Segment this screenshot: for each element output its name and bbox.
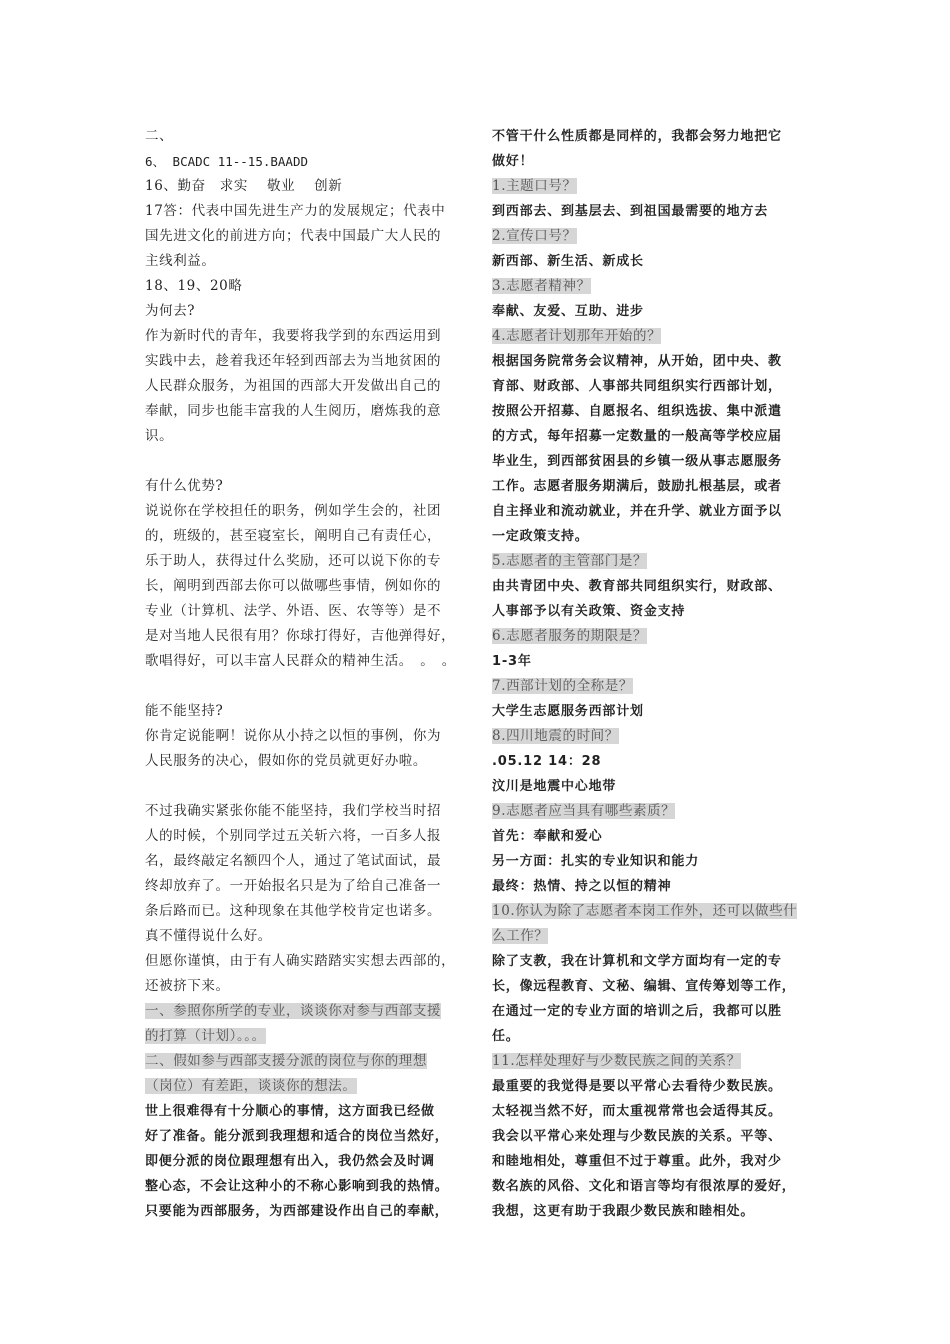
why-line: 作为新时代的青年，我要将我学到的东西运用到 bbox=[145, 328, 442, 344]
answer-4-line: 按照公开招募、自愿报名、组织选拔、集中派遣 bbox=[492, 404, 782, 419]
advantage-line: 乐于助人，获得过什么奖励，还可以说下你的专 bbox=[145, 553, 442, 569]
answer-17-line: 主线利益。 bbox=[145, 253, 216, 269]
answer-4-line: 育部、财政部、人事部共同组织实行西部计划， bbox=[492, 379, 782, 394]
answer-line: 整心态，不会让这种小的不称心影响到我的热情。 bbox=[145, 1179, 449, 1194]
answer-11-line: 我想，这更有助于我跟少数民族和睦相处。 bbox=[492, 1204, 755, 1219]
question-11: 11.怎样处理好与少数民族之间的关系？ bbox=[492, 1053, 741, 1069]
worry-line: 还被挤下来。 bbox=[145, 978, 230, 994]
worry-line: 条后路而已。这种现象在其他学校肯定也诺多。 bbox=[145, 903, 442, 919]
spacer bbox=[145, 774, 467, 799]
highlighted-question: （岗位）有差距，谈谈你的想法。 bbox=[145, 1078, 357, 1094]
answer-11-line: 太轻视当然不好，而太重视常常也会适得其反。 bbox=[492, 1104, 782, 1119]
advantage-line: 说说你在学校担任的职务，例如学生会的，社团 bbox=[145, 503, 442, 519]
answer-8-line: 汶川是地震中心地带 bbox=[492, 779, 617, 794]
section-heading: 二、 bbox=[145, 128, 174, 144]
answer-6: 1-3年 bbox=[492, 654, 532, 669]
persist-heading: 能不能坚持? bbox=[145, 703, 224, 719]
answer-2: 新西部、新生活、新成长 bbox=[492, 254, 644, 269]
question-10: 10.你认为除了志愿者本岗工作外，还可以做些什 bbox=[492, 903, 798, 919]
advantage-line: 歌唱得好，可以丰富人民群众的精神生活。 。 。 bbox=[145, 653, 456, 669]
advantage-line: 专业（计算机、法学、外语、医、农等等）是不 bbox=[145, 603, 442, 619]
answer-line: 做好！ bbox=[492, 154, 534, 169]
worry-line: 真不懂得说什么好。 bbox=[145, 928, 272, 944]
question-8: 8.四川地震的时间？ bbox=[492, 728, 619, 744]
answer-17-line: 国先进文化的前进方向；代表中国最广大人民的 bbox=[145, 228, 442, 244]
persist-line: 人民服务的决心，假如你的党员就更好办啦。 bbox=[145, 753, 427, 769]
worry-line: 不过我确实紧张你能不能坚持，我们学校当时招 bbox=[145, 803, 442, 819]
answer-5-line: 人事部予以有关政策、资金支持 bbox=[492, 604, 686, 619]
answer-18-20: 18、19、20略 bbox=[145, 278, 243, 294]
question-6: 6.志愿者服务的期限是？ bbox=[492, 628, 648, 644]
advantage-line: 长，阐明到西部去你可以做哪些事情，例如你的 bbox=[145, 578, 442, 594]
answer-9-line: 最终：热情、持之以恒的精神 bbox=[492, 879, 672, 894]
right-column bbox=[492, 124, 810, 1224]
answer-10-line: 任。 bbox=[492, 1029, 520, 1044]
answer-line: 好了准备。能分派到我理想和适合的岗位当然好， bbox=[145, 1129, 449, 1144]
worry-line: 人的时候，个别同学过五关斩六将，一百多人报 bbox=[145, 828, 442, 844]
highlighted-question: 一、参照你所学的专业，谈谈你对参与西部支援 bbox=[145, 1003, 442, 1019]
answer-10-line: 长，像远程教育、文秘、编辑、宣传筹划等工作， bbox=[492, 979, 796, 994]
answer-11-line: 我会以平常心来处理与少数民族的关系。平等、 bbox=[492, 1129, 782, 1144]
answer-line: 16、勤奋 求实 敬业 创新 bbox=[145, 178, 343, 194]
question-4: 4.志愿者计划那年开始的？ bbox=[492, 328, 662, 344]
why-line: 奉献，同步也能丰富我的人生阅历，磨炼我的意 bbox=[145, 403, 442, 419]
worry-line: 但愿你谨慎，由于有人确实踏踏实实想去西部的， bbox=[145, 953, 456, 969]
spacer bbox=[145, 674, 467, 699]
answer-8-line: .05.12 14：28 bbox=[492, 754, 602, 769]
answer-4-line: 自主择业和流动就业，并在升学、就业方面予以 bbox=[492, 504, 782, 519]
question-3: 3.志愿者精神？ bbox=[492, 278, 591, 294]
worry-line: 名，最终敲定名额四个人，通过了笔试面试，最 bbox=[145, 853, 442, 869]
answer-11-line: 数名族的风俗、文化和语言等均有很浓厚的爱好， bbox=[492, 1179, 796, 1194]
answer-4-line: 毕业生，到西部贫困县的乡镇一级从事志愿服务 bbox=[492, 454, 782, 469]
advantage-line: 的，班级的，甚至寝室长，阐明自己有责任心， bbox=[145, 528, 442, 544]
answer-line: 6、 BCADC 11--15.BAADD bbox=[145, 154, 309, 169]
why-line: 识。 bbox=[145, 428, 174, 444]
answer-11-line: 和睦地相处，尊重但不过于尊重。此外，我对少 bbox=[492, 1154, 782, 1169]
highlighted-question: 的打算（计划）。。。 bbox=[145, 1028, 266, 1044]
answer-line: 世上很难得有十分顺心的事情，这方面我已经做 bbox=[145, 1104, 435, 1119]
answer-3: 奉献、友爱、互助、进步 bbox=[492, 304, 644, 319]
answer-1: 到西部去、到基层去、到祖国最需要的地方去 bbox=[492, 204, 769, 219]
why-line: 人民群众服务，为祖国的西部大开发做出自己的 bbox=[145, 378, 442, 394]
why-heading: 为何去? bbox=[145, 303, 196, 319]
answer-line: 即便分派的岗位跟理想有出入，我仍然会及时调 bbox=[145, 1154, 435, 1169]
question-9: 9.志愿者应当具有哪些素质？ bbox=[492, 803, 676, 819]
worry-line: 终却放弃了。一开始报名只是为了给自己准备一 bbox=[145, 878, 442, 894]
answer-10-line: 除了支教，我在计算机和文学方面均有一定的专 bbox=[492, 954, 782, 969]
answer-5-line: 由共青团中央、教育部共同组织实行，财政部、 bbox=[492, 579, 782, 594]
answer-4-line: 的方式，每年招募一定数量的一般高等学校应届 bbox=[492, 429, 782, 444]
answer-line: 只要能为西部服务，为西部建设作出自己的奉献， bbox=[145, 1204, 449, 1219]
answer-7: 大学生志愿服务西部计划 bbox=[492, 704, 644, 719]
answer-line: 不管干什么性质都是同样的，我都会努力地把它 bbox=[492, 129, 782, 144]
why-line: 实践中去，趁着我还年轻到西部去为当地贫困的 bbox=[145, 353, 442, 369]
advantage-line: 是对当地人民很有用？你球打得好，吉他弹得好， bbox=[145, 628, 456, 644]
advantage-heading: 有什么优势? bbox=[145, 478, 224, 494]
question-10: 么工作？ bbox=[492, 928, 549, 944]
answer-9-line: 另一方面：扎实的专业知识和能力 bbox=[492, 854, 700, 869]
question-2: 2.宣传口号？ bbox=[492, 228, 577, 244]
spacer bbox=[145, 449, 467, 474]
answer-10-line: 在通过一定的专业方面的培训之后，我都可以胜 bbox=[492, 1004, 782, 1019]
answer-11-line: 最重要的我觉得是要以平常心去看待少数民族。 bbox=[492, 1079, 782, 1094]
answer-4-line: 根据国务院常务会议精神，从开始，团中央、教 bbox=[492, 354, 782, 369]
answer-9-line: 首先：奉献和爱心 bbox=[492, 829, 603, 844]
question-5: 5.志愿者的主管部门是？ bbox=[492, 553, 648, 569]
question-1: 1.主题口号？ bbox=[492, 178, 577, 194]
left-column bbox=[145, 124, 467, 1224]
persist-line: 你肯定说能啊！说你从小持之以恒的事例，你为 bbox=[145, 728, 442, 744]
answer-4-line: 工作。志愿者服务期满后，鼓励扎根基层，或者 bbox=[492, 479, 782, 494]
question-7: 7.西部计划的全称是？ bbox=[492, 678, 633, 694]
highlighted-question: 二、假如参与西部支援分派的岗位与你的理想 bbox=[145, 1053, 427, 1069]
answer-17-line: 17答：代表中国先进生产力的发展规定；代表中 bbox=[145, 203, 446, 219]
answer-4-line: 一定政策支持。 bbox=[492, 529, 589, 544]
